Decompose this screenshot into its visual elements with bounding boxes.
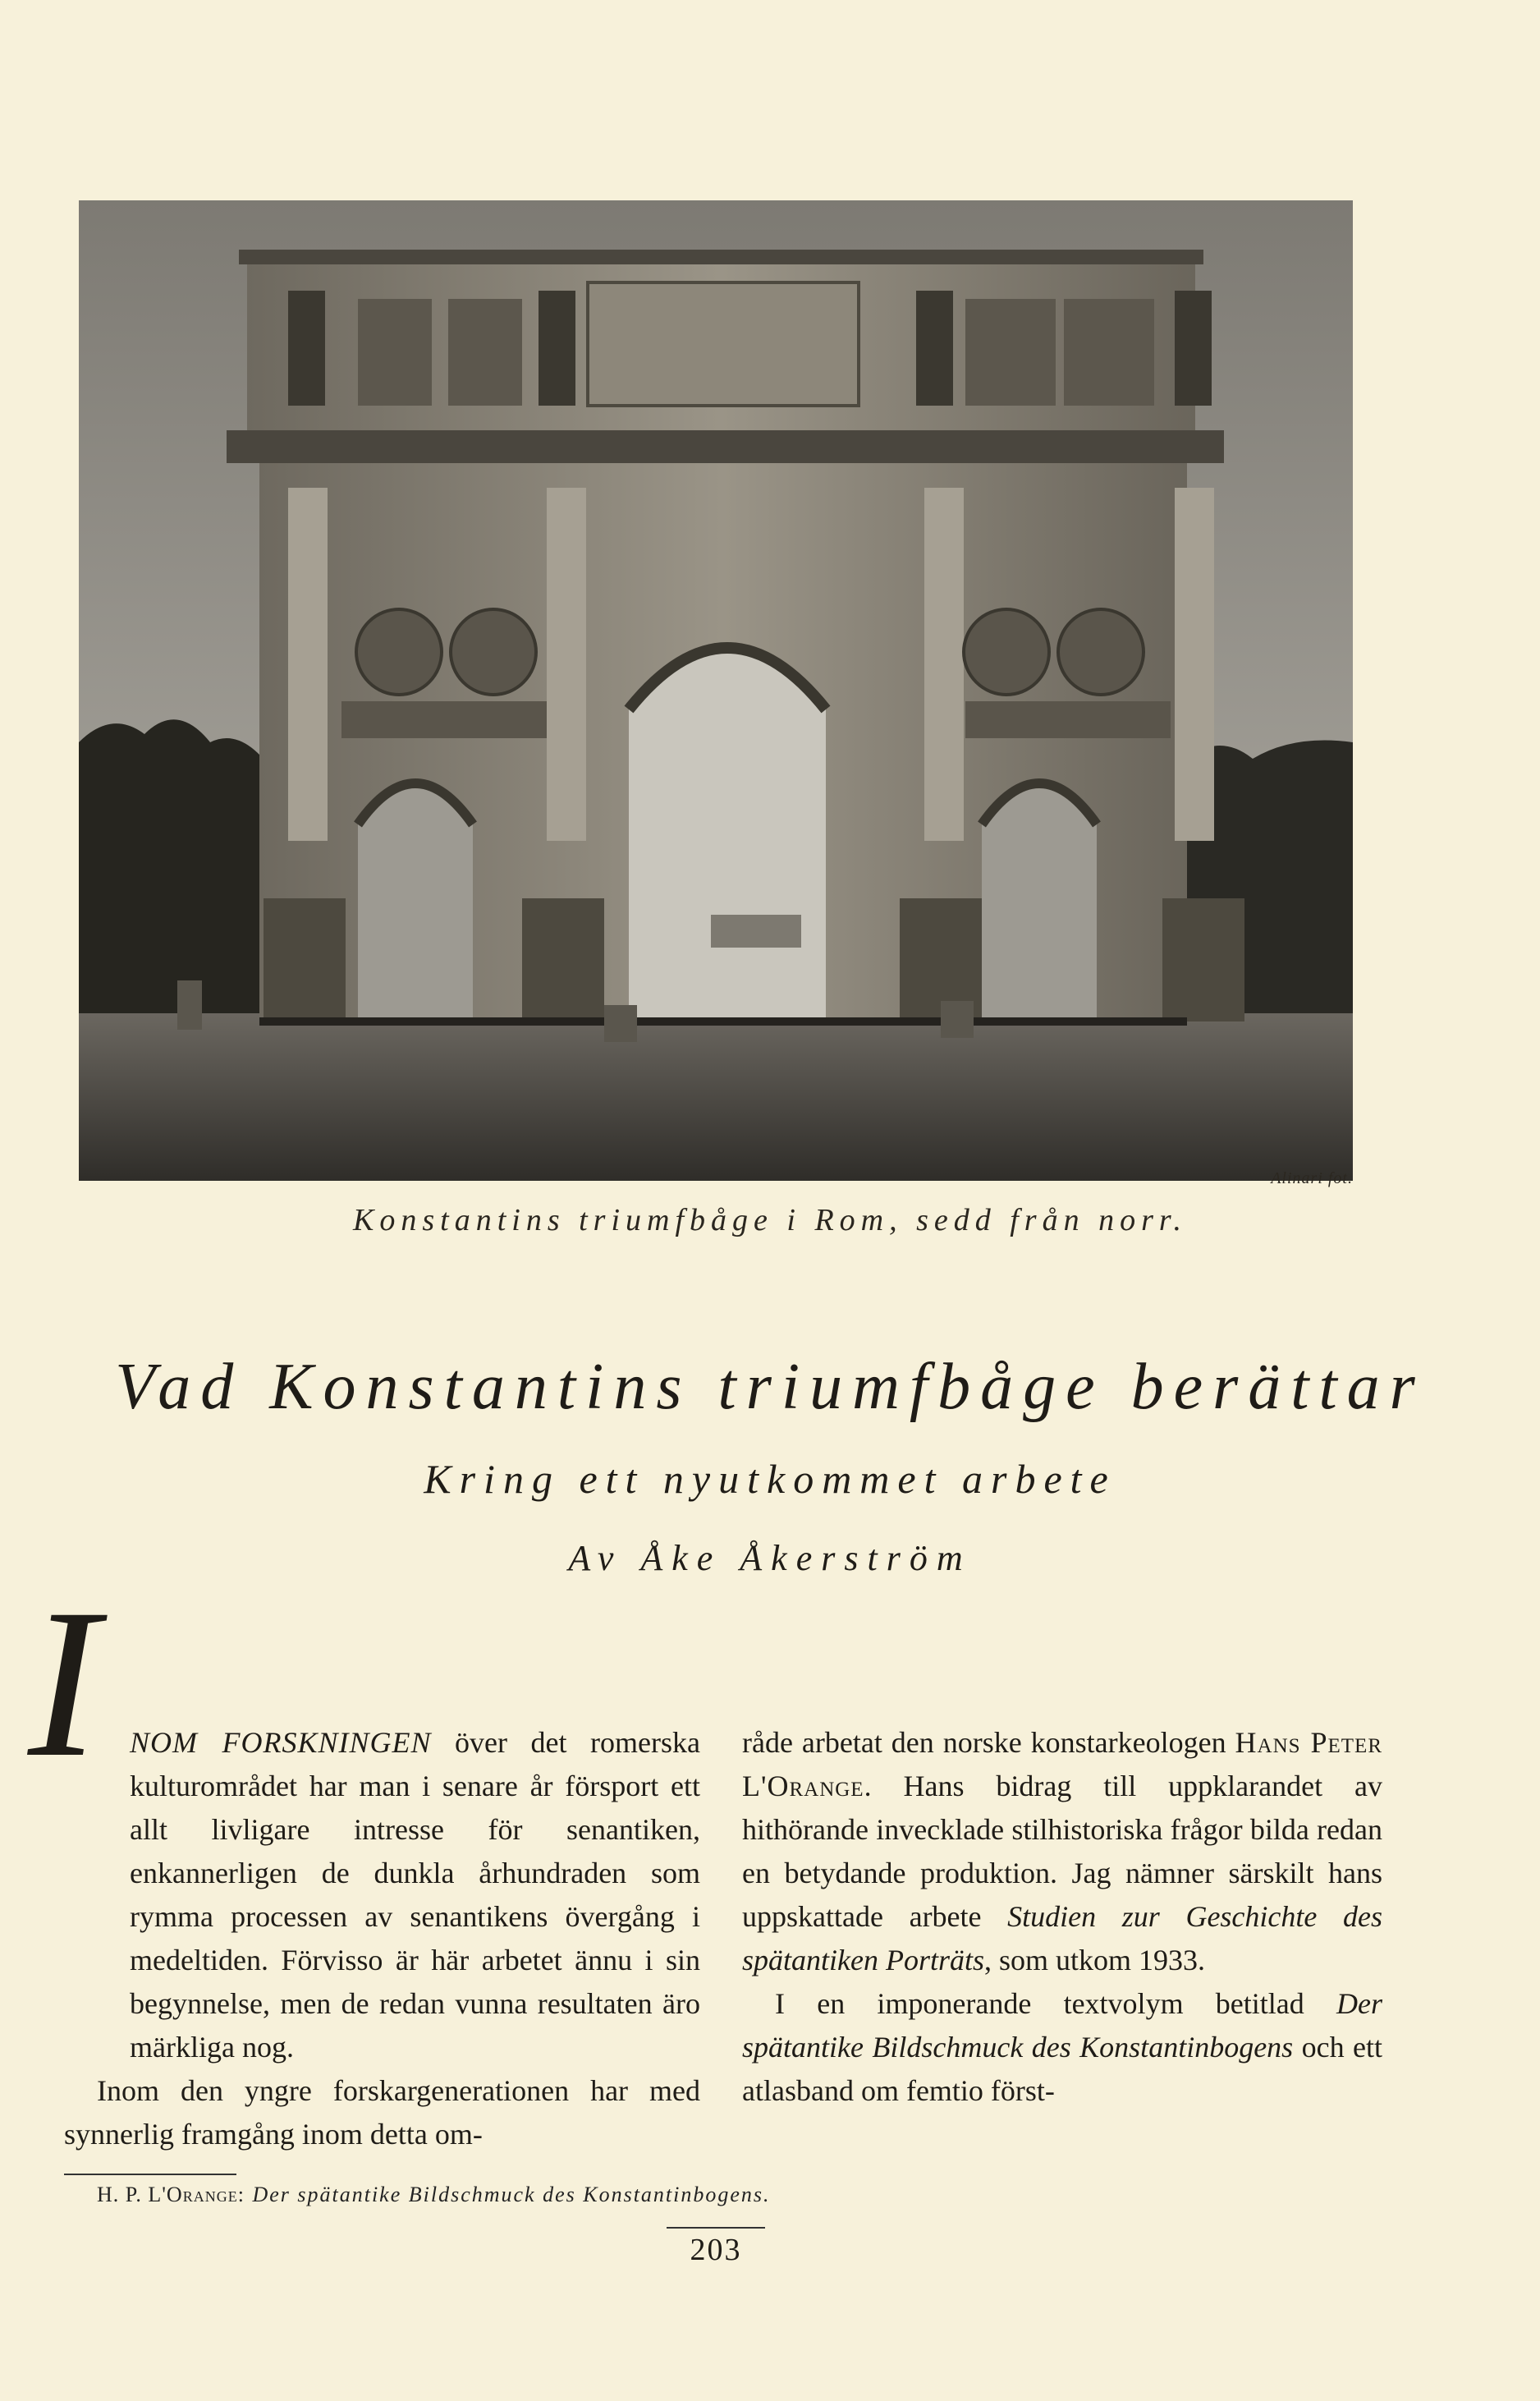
paragraph	[742, 1721, 1382, 1982]
paragraph-text: över det romerska kulturområdet har man i senare år försport ett allt livligare intresse för senantiken, enkannerligen de dunkla århundraden som rymma processen av senantikens övergång i medeltiden. Förvisso är här arbetet ännu i sin begynnelse, men de redan vunna resultaten äro märkliga nog.	[130, 1726, 700, 2064]
paragraph: Inom den yngre forskargenerationen har med synnerlig framgång inom detta om-	[64, 2074, 700, 2151]
page-number-rule	[667, 2227, 765, 2229]
footnote-author: H. P. L'Orange	[97, 2183, 238, 2206]
book-title: Studien zur Geschichte des spätantiken Porträts	[742, 1900, 1382, 1976]
photo-credit: Alinari fot.	[1271, 1169, 1353, 1187]
article-byline: Av Åke Åkerström	[568, 1538, 972, 1578]
article-title: Vad Konstantins triumfbåge berättar	[115, 1351, 1425, 1423]
paragraph-text: råde arbetat den norske konstarkeologen	[742, 1726, 1235, 1759]
paragraph-text: , som utkom 1933.	[984, 1944, 1206, 1976]
paragraph-text: I en imponerande textvolym betitlad	[775, 1987, 1336, 2020]
drop-cap: I	[28, 1565, 99, 1802]
paragraph-text: . Hans bidrag till uppklarandet av hithörande invecklade stilhistoriska frågor bilda redan en betydande produktion. Jag nämner särskilt hans uppskattade arbete	[742, 1770, 1382, 1933]
left-column	[64, 1721, 700, 2156]
arch-photograph	[79, 200, 1353, 1181]
arch-of-constantine-image	[79, 200, 1353, 1181]
footnote-separator: :	[237, 2183, 253, 2206]
right-column	[742, 1721, 1382, 2113]
book-title: Der spätantike Bildschmuck des Konstantinbogens	[742, 1987, 1382, 2064]
page-number: 203	[690, 2233, 742, 2267]
footnote-rule	[64, 2174, 236, 2175]
footnote	[97, 2183, 1328, 2207]
paragraph-text: och ett atlasband om femtio först-	[742, 2031, 1382, 2107]
author-name: Hans Peter L'Orange	[742, 1726, 1383, 1802]
paragraph	[742, 1982, 1382, 2113]
lead-smallcaps: NOM FORSKNINGEN	[130, 1726, 432, 1759]
footnote-work: Der spätantike Bildschmuck des Konstantinbogens.	[252, 2183, 771, 2206]
paragraph	[64, 1721, 700, 2069]
article-subtitle: Kring ett nyutkommet arbete	[424, 1456, 1116, 1502]
photo-caption: Konstantins triumfbåge i Rom, sedd från norr.	[353, 1203, 1187, 1237]
